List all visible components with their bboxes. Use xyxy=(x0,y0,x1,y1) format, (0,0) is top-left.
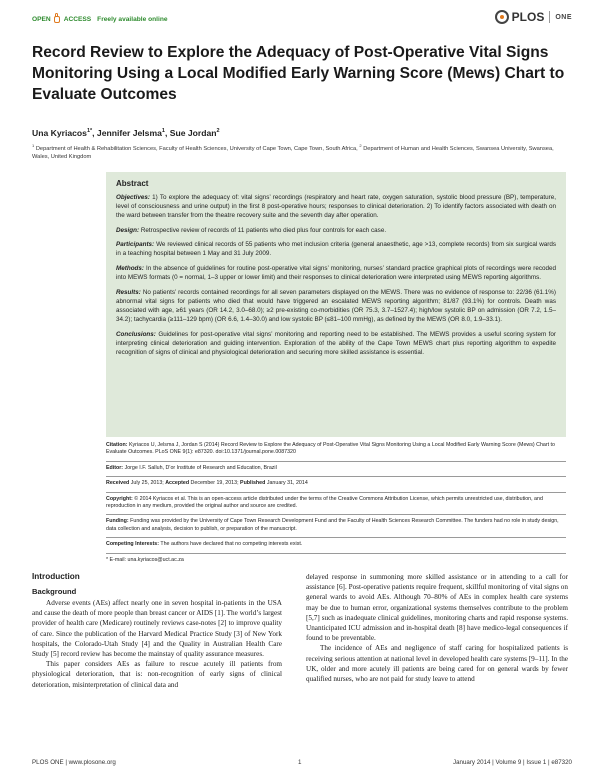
affiliation-1: Department of Health & Rehabilitation Sciences, Faculty of Health Sciences, University of Cape Town, Cape Town, South Africa, xyxy=(35,145,358,152)
affiliations: $^1$ Department of Health & Rehabilitation Sciences, Faculty of Health Sciences, University of Cape Town, Cape Town, South Africa, $^2$ Department of Human and Health Sciences, Swansea University, Swansea, Wales, United Kingdom xyxy=(32,143,554,161)
email-link[interactable]: una.kyriacos@uct.ac.za xyxy=(127,556,184,563)
introduction-heading: Introduction xyxy=(32,572,80,581)
open-access-word: ACCESS xyxy=(63,16,92,23)
abstract-design: Design: Retrospective review of records of 11 patients who died plus four controls for each case. xyxy=(116,226,387,234)
author-name: Una Kyriacos xyxy=(32,128,87,138)
abstract-heading: Abstract xyxy=(116,179,149,188)
abstract-results: Results: No patients’ records contained recordings for all seven parameters displayed on the MEWS. There was no evidence of response to: 22/36 (61.1%) abnormal vital signs for patients who died that would have triggered an escalated MEWS reporting algorithm; 81/87 (93.1%) for controls. Death was associated with age, ≥61 years (OR 14.2, 3.0–68.0); ≥2 pre-existing co-morbidities (OR 75.3, 3.7–1527.4); high/low systolic BP on admission (OR 7.2, 1.5–34.2); tachycardia (≥111–129 bpm) (OR 6.6, 1.4–30.0) and low systolic BP (≤81–100 mmHg), as defined by the MEWS (OR 8.0, 1.9–33.1). xyxy=(116,288,557,324)
abstract-participants: Participants: We reviewed clinical records of 55 patients who met inclusion criteria (general anaesthetic, age >13, complete records) from six surgical wards in a teaching hospital between 1 May and 31 July 2009. xyxy=(116,241,557,258)
abstract-methods: Methods: In the absence of guidelines for routine post-operative vital signs’ monitoring, nurses’ standard practice graphical plots of recordings were recoded into MEWS formats (0 = normal, 1–3 upper or lower limit) and their responses to clinical deterioration were interpreted using MEWS reporting algorithms. xyxy=(116,265,557,282)
page-number: 1 xyxy=(298,759,302,766)
divider xyxy=(106,514,566,515)
affiliation-2: Department of Human and Health Sciences, Swansea University, Swansea, Wales, United Kingdom xyxy=(32,145,554,161)
abstract-box xyxy=(106,172,566,437)
divider xyxy=(106,461,566,462)
logo-one-text: ONE xyxy=(555,13,572,21)
open-access-banner xyxy=(32,16,168,23)
article-metadata xyxy=(106,442,566,568)
author-affiliation-marker: 1* xyxy=(86,128,93,135)
plos-one-logo xyxy=(495,10,572,24)
paragraph: Adverse events (AEs) affect nearly one in seven hospital in-patients in the USA and cause the death of more people than breast cancer or AIDS [1]. The world’s largest provider of health care (Medicare) routinely reviews case-notes [2] to improve quality of care. Since the publication of the Harvard Medical Practice Study [3] of New York hospitals, the Colorado-Utah Study [4] and the Quality in Australian Health Care Study [5] record review has become the mainstay of quality assurance measures. xyxy=(32,599,283,659)
author-name: Jennifer Jelsma xyxy=(96,128,162,138)
dates: Received July 25, 2013; Accepted December 19, 2013; Published January 31, 2014 xyxy=(106,480,308,487)
body-column-left xyxy=(32,572,282,690)
funding: Funding: Funding was provided by the University of Cape Town Research Development Fund and the Faculty of Health Sciences Research Committee. The funders had no role in study design, data collection and analysis, decision to publish, or preparation of the manuscript. xyxy=(106,518,559,532)
author-affiliation-marker: 1 xyxy=(161,128,165,135)
citation: Citation: Kyriacos U, Jelsma J, Jordan S (2014) Record Review to Explore the Adequacy of Post-Operative Vital Signs Monitoring Using a Local Modified Early Warning Score (Mews) Chart to Evaluate Outcomes. PLoS ONE 9(1): e87320. doi:10.1371/journal.pone.0087320 xyxy=(106,442,555,456)
body-column-right xyxy=(306,572,568,684)
abstract-objectives: Objectives: 1) To explore the adequacy of: vital signs’ recordings (respiratory and heart rate, oxygen saturation, systolic blood pressure (BP), temperature, level of consciousness and urine output) in the first 8 post-operative hours; responses to clinical deterioration. 2) To identify factors associated with death on the ward between transfer from the theatre recovery suite and the seventh day after operation. xyxy=(116,194,557,220)
competing-interests: Competing Interests: The authors have declared that no competing interests exist. xyxy=(106,541,303,548)
paragraph: delayed response in summoning more skilled assistance or in attending to a call for assistance [6]. Post-operative patients require frequent, skillful monitoring of vital signs on general wards to avoid AEs. Although 70–80% of AEs in complex health care systems may be due to human error, organizational systems themselves contribute to the problem [5,7] such as inadequate clinical guidelines, monitoring charts and rapid response systems. Unanticipated ICU admission and in-hospital death [8] have medico-legal consequences if found to be preventable. xyxy=(306,573,568,643)
article-title: Record Review to Explore the Adequacy of Post-Operative Vital Signs Monitoring Using a Local Modified Early Warning Score (Mews) Chart to Evaluate Outcomes xyxy=(32,44,565,103)
logo-plos-text: PLOS xyxy=(511,10,545,24)
abstract-conclusions: Conclusions: Guidelines for post-operative vital signs’ monitoring and reporting need to be established. The MEWS provides a useful scoring system for interpreting clinical deterioration and guiding intervention. Exploration of the ability of the Cape Town MEWS chart plus reporting algorithm to expedite recognition of signs of clinical and physiological deterioration and securing more skilled assistance is essential. xyxy=(116,330,557,356)
plos-logo-icon xyxy=(495,10,509,24)
divider xyxy=(106,537,566,538)
divider xyxy=(106,492,566,493)
paragraph: This paper considers AEs as failure to rescue acutely ill patients from physiological deterioration, that is: non-recognition of early signs of clinical deterioration, misinterpretation of clinical data and xyxy=(32,660,282,689)
contact-email: * E-mail: una.kyriacos@uct.ac.za xyxy=(106,556,184,563)
open-access-label: OPEN xyxy=(32,16,51,23)
background-subheading: Background xyxy=(32,587,77,596)
journal-header xyxy=(32,10,572,32)
copyright: Copyright: © 2014 Kyriacos et al. This is an open-access article distributed under the terms of the Creative Commons Attribution License, which permits unrestricted use, distribution, and reproduction in any medium, provided the original author and source are credited. xyxy=(106,495,543,510)
open-lock-icon xyxy=(54,16,60,23)
divider xyxy=(106,553,566,554)
divider xyxy=(106,476,566,477)
author-list: Una Kyriacos$^{1*}$, Jennifer Jelsma$^1$, Sue Jordan$^2$ xyxy=(32,128,220,138)
paragraph: The incidence of AEs and negligence of staff caring for hospitalized patients is receiving serious attention at national level in developed health care systems [9–11]. In the UK, older and more acutely ill patients are being cared for on general wards by fewer qualified nurses, who are not paid for study leave to attend xyxy=(306,644,568,684)
freely-available-label: Freely available online xyxy=(97,16,168,23)
footer-issue: January 2014 | Volume 9 | Issue 1 | e87320 xyxy=(452,759,572,766)
footer-journal: PLOS ONE | www.plosone.org xyxy=(32,759,116,766)
author-affiliation-marker: 2 xyxy=(216,128,220,135)
logo-divider xyxy=(549,11,550,23)
author-name: Sue Jordan xyxy=(169,128,217,138)
editor: Editor: Jorge I.F. Salluh, D’or Institute of Research and Education, Brazil xyxy=(106,464,277,471)
